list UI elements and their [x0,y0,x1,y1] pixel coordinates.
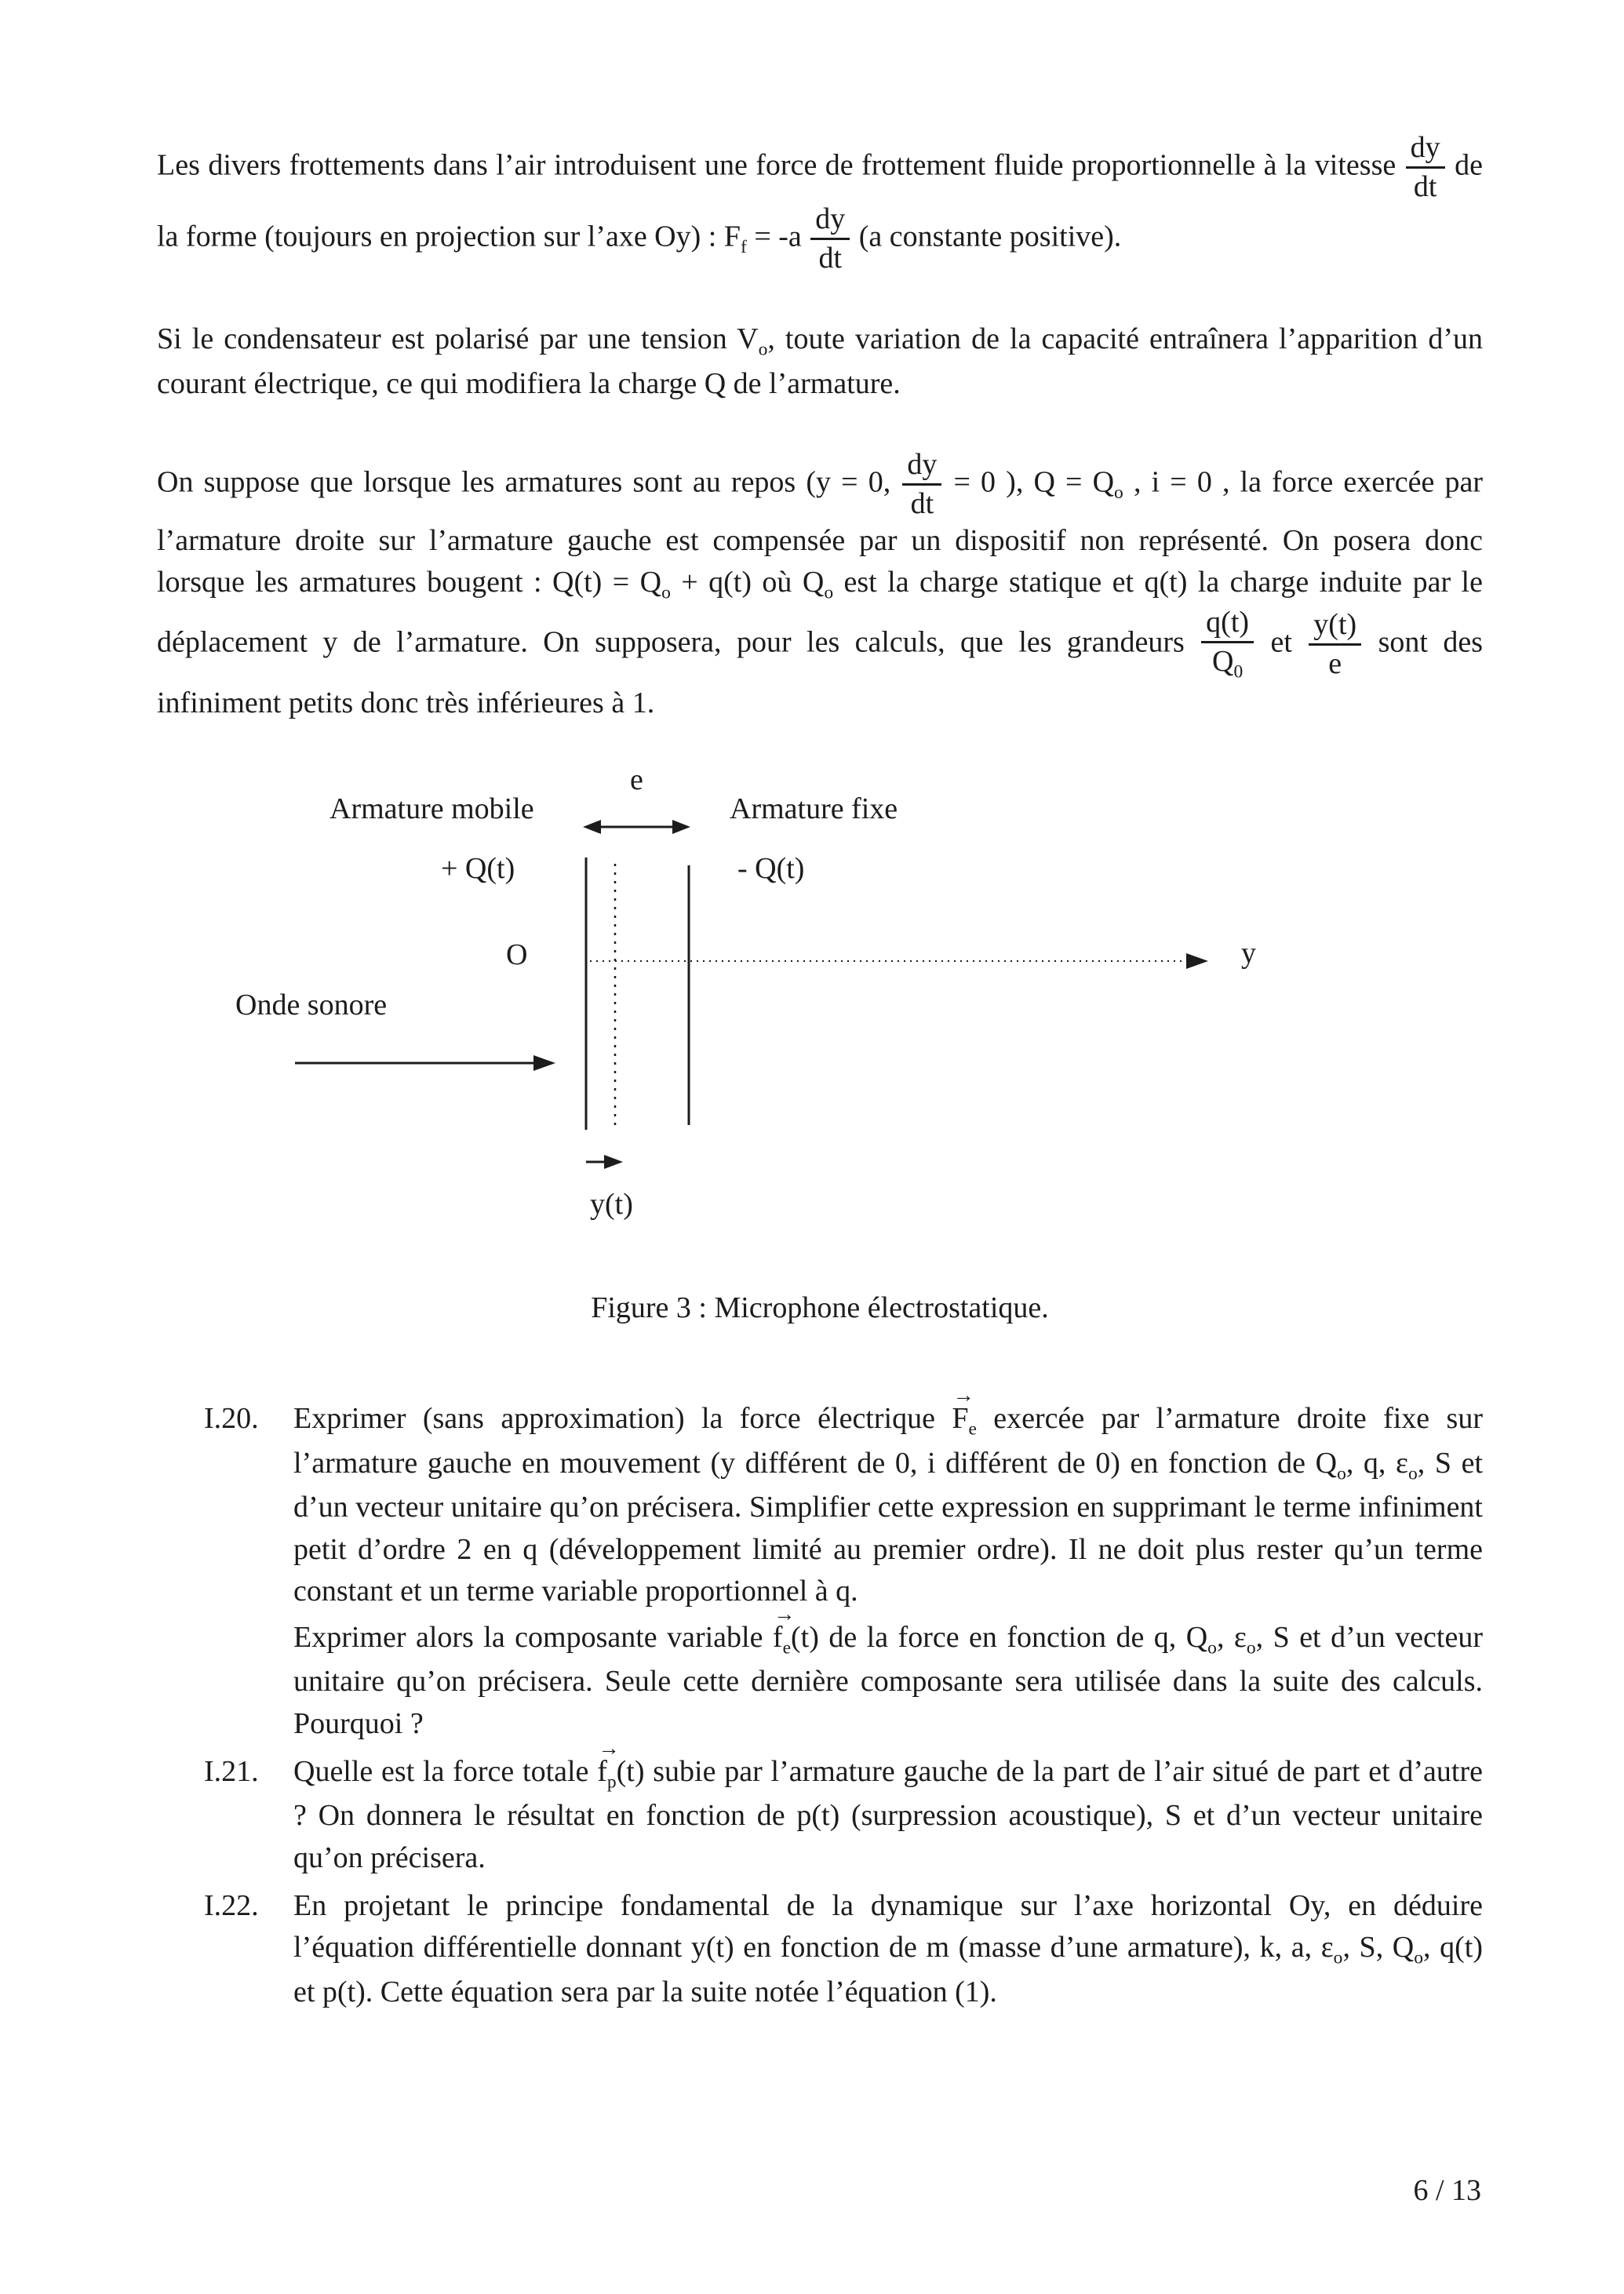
label-minus-charge: - Q(t) [737,851,805,885]
subscript-o: o [1246,1637,1256,1659]
label-plus-charge: + Q(t) [441,851,515,885]
text-run: et [1255,624,1308,658]
fraction-qt-Q0: $\frac{q(t)}{Q_0}$ [1200,606,1255,683]
text-run: , q, ε [1345,1446,1408,1480]
question-i22-text [293,1885,1483,2013]
question-i20-para2 [293,1601,1483,1745]
text-run: = 0 ), Q = Q [943,465,1115,499]
questions-list [204,1383,1483,2013]
subscript-o: o [1407,1463,1418,1484]
text-run: sont des infiniment petits donc très inférieures à 1. [157,624,1483,719]
text-run: , S et d’un vecteur unitaire qu’on précisera. Seule cette dernière composante sera utilisée dans la suite des calculs. Pourquoi ? [293,1620,1483,1740]
fraction-yt-e: $\frac{y(t)}{e}$ [1307,609,1363,680]
subscript-o: o [1414,1947,1424,1968]
text-run: Les divers frottements dans l’air introduisent une force de frottement fluide proportionnelle à la vitesse [157,148,1404,182]
y-axis-dotted-arrow [590,953,1208,969]
vector-Fe: → $F_e$ [952,1383,977,1440]
fraction-dy-dt: $\frac{dy}{dt}$ [1404,132,1447,203]
subscript-e: e [968,1418,977,1440]
question-i20-number: I.20. [204,1402,259,1436]
subscript-p: p [606,1771,617,1793]
figure-caption: Figure 3 : Microphone électrostatique. [591,1291,1049,1324]
label-armature-mobile: Armature mobile [330,792,534,825]
label-y-axis: y [1241,936,1256,970]
text-run: subie par l’armature gauche de la part de l’air situé de part et d’autre ? On donnera le résultat en fonction de p(t) (surpression acoustique), S et d’un vecteur unitaire qu’on précisera. [293,1754,1483,1874]
page-number: 6 / 13 [1413,2174,1481,2207]
question-i21-text [293,1735,1483,1879]
subscript-o: o [824,582,834,603]
question-i22-number: I.22. [204,1888,259,1922]
label-armature-fixe: Armature fixe [730,792,898,825]
question-i21 [204,1735,1483,1879]
question-i21-number: I.21. [204,1754,259,1788]
gap-label: e [630,763,643,796]
question-i20-text [293,1383,1483,1745]
text-run: + q(t) où Q [670,566,825,599]
question-i20-para1 [293,1383,1483,1612]
subscript-o: o [1114,482,1123,503]
paragraph-hypotheses [157,449,1483,724]
gap-double-arrow [583,820,690,834]
displacement-arrow [586,1155,623,1169]
text-run: , toute variation de la capacité entraînera l’apparition d’un courant électrique, ce qui modifiera la charge Q de l’armature. [157,322,1483,400]
text-run: est la charge statique et q(t) la charge induite par le déplacement y de l’armature. On supposera, pour les calculs, que les grandeurs [157,566,1483,658]
fraction-dy-dt: $\frac{dy}{dt}$ [809,203,851,275]
text-run: , i = 0 , la force exercée par l’armature droite sur l’armature gauche est compensée par un dispositif non représenté. On posera donc lorsque les armatures bougent : Q(t) = Q [157,465,1483,599]
fraction-dy-dt: $\frac{dy}{dt}$ [901,449,943,520]
text-run: de la force en fonction de q, Q [818,1620,1208,1654]
text-run: , q(t) et p(t). Cette équation sera par la suite notée l’équation (1). [293,1930,1483,2008]
paragraph-polarisation [157,319,1483,405]
text-run: , S et d’un vecteur unitaire qu’on précisera. Simplifier cette expression en supprimant le terme infiniment petit d’ordre 2 en q (développement limité au premier ordre). Il ne doit plus rester qu’un terme constant et un terme variable proportionnel à q. [293,1446,1483,1608]
text-run: Exprimer (sans approximation) la force électrique [293,1402,952,1436]
text-run: Quelle est la force totale [293,1754,598,1788]
question-i21-para1 [293,1735,1483,1879]
subscript-o: o [661,582,671,603]
label-onde-sonore: Onde sonore [235,988,388,1021]
subscript-o: o [1337,1463,1346,1484]
vector-arrow-icon: → [598,1735,620,1760]
question-i22 [204,1885,1483,2013]
subscript-0: 0 [1233,661,1243,683]
paragraph-friction [157,132,1483,275]
subscript-o: o [1207,1637,1217,1659]
text-run: exercée par l’armature droite fixe sur l’armature gauche en mouvement (y différent de 0, i différent de 0) en fonction de Q [293,1402,1483,1480]
vector-fe: → $f_e$ [772,1601,796,1659]
text-run: Exprimer alors la composante variable [293,1620,773,1654]
text-run: de la forme (toujours en projection sur l’axe Oy) : F [157,148,1483,253]
text-run: On suppose que lorsque les armatures sont au repos (y = 0, [157,465,901,499]
text-run: , ε [1216,1620,1247,1654]
subscript-f: f [740,236,747,257]
vector-arrow-icon: → [952,1383,975,1407]
text-run: En projetant le principe fondamental de la dynamique sur l’axe horizontal Oy, en déduire l’équation différentielle donnant y(t) en fonction de m (masse d’une armature), k, a, ε [293,1888,1483,1964]
text-run: = -a [746,220,810,253]
text-run: (t) [791,1620,819,1654]
question-i20 [204,1383,1483,1745]
label-origin: O [506,938,528,971]
question-i22-para1 [293,1885,1483,2013]
text-run: (a constante positive). [851,220,1122,253]
text-run: , S, Q [1342,1930,1415,1964]
vector-arrow-icon: → [774,1601,796,1626]
vector-fp: → $f_p$ [597,1735,620,1793]
subscript-o: o [1333,1947,1343,1968]
label-displacement: y(t) [590,1187,633,1221]
text-run: Si le condensateur est polarisé par une tension V [157,322,759,356]
text-run: (t) [616,1754,645,1788]
sound-wave-arrow [295,1055,555,1071]
subscript-o: o [758,339,768,360]
figure-microphone-diagram [157,756,1483,1242]
subscript-e: e [782,1637,792,1659]
